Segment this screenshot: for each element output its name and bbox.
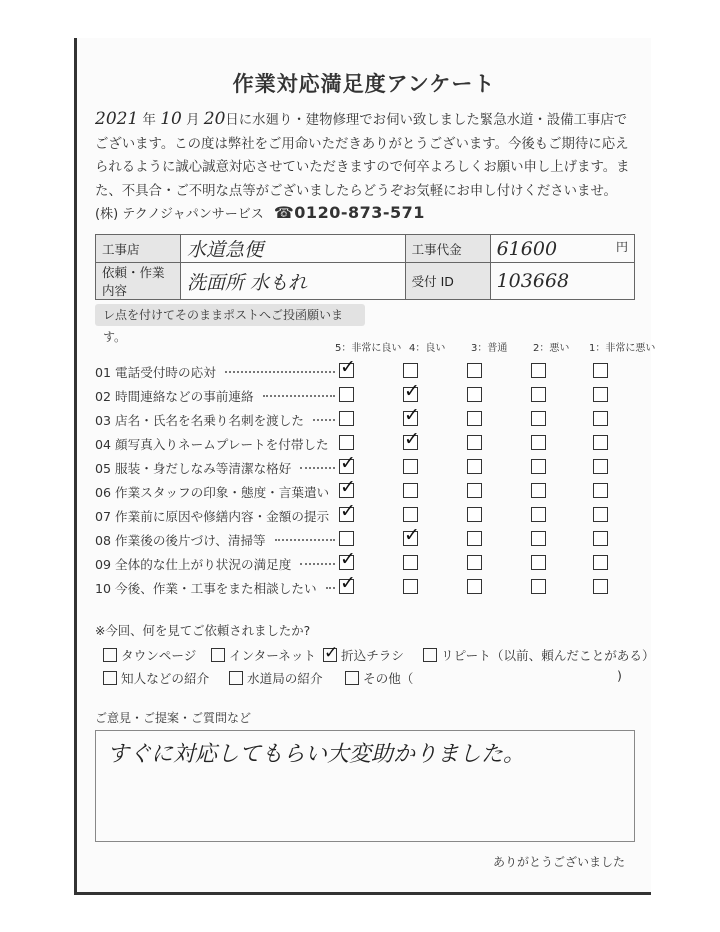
company-line	[95, 203, 425, 222]
rating-checkbox-08-3[interactable]	[467, 531, 482, 546]
rating-checkbox-09-1[interactable]	[593, 555, 608, 570]
fee-label: 工事代金	[405, 235, 490, 263]
question-text: 全体的な仕上がり状況の満足度	[115, 557, 292, 572]
fee-value: 61600	[496, 237, 558, 260]
rating-checkbox-02-3[interactable]	[467, 387, 482, 402]
rating-checkbox-02-5[interactable]	[339, 387, 354, 402]
source-option-5[interactable]	[229, 668, 323, 687]
question-text: 時間連絡などの事前連絡	[115, 389, 254, 404]
rating-checkbox-09-4[interactable]	[403, 555, 418, 570]
check-mark-icon: ✓	[324, 643, 339, 663]
question-05	[95, 458, 291, 477]
source-checkbox[interactable]	[211, 648, 225, 662]
check-mark-icon: ✓	[340, 356, 356, 378]
thanks-text: ありがとうございました	[493, 855, 626, 869]
month-unit: 月	[186, 113, 200, 128]
check-mark-icon: ✓	[340, 548, 356, 570]
rating-header-3: 3：普通	[471, 343, 508, 354]
rating-checkbox-07-4[interactable]	[403, 507, 418, 522]
source-option-label: 折込チラシ	[341, 648, 404, 663]
question-03	[95, 410, 304, 429]
info-table	[95, 234, 635, 300]
rating-checkbox-06-4[interactable]	[403, 483, 418, 498]
source-option-1[interactable]	[211, 645, 316, 664]
rating-checkbox-07-2[interactable]	[531, 507, 546, 522]
question-number: 01	[95, 365, 112, 380]
rating-checkbox-04-5[interactable]	[339, 435, 354, 450]
source-option-0[interactable]	[103, 645, 196, 664]
rating-checkbox-06-3[interactable]	[467, 483, 482, 498]
notice-banner: レ点を付けてそのままポストへご投函願います。	[95, 304, 365, 326]
leader-dots	[300, 467, 335, 469]
source-checkbox[interactable]	[103, 648, 117, 662]
source-option-label: 知人などの紹介	[121, 671, 210, 686]
source-option-label: 水道局の紹介	[247, 671, 323, 686]
source-option-4[interactable]	[103, 668, 209, 687]
rating-checkbox-10-1[interactable]	[593, 579, 608, 594]
other-close-paren: )	[617, 668, 622, 683]
rating-checkbox-03-2[interactable]	[531, 411, 546, 426]
question-number: 10	[95, 581, 112, 596]
id-label: 受付 ID	[405, 263, 490, 300]
question-02	[95, 386, 254, 405]
rating-checkbox-02-1[interactable]	[593, 387, 608, 402]
source-checkbox[interactable]	[323, 643, 339, 663]
rating-checkbox-07-1[interactable]	[593, 507, 608, 522]
check-mark-icon: ✓	[340, 500, 356, 522]
leader-dots	[313, 419, 335, 421]
check-mark-icon: ✓	[340, 572, 356, 594]
rating-checkbox-01-4[interactable]	[403, 363, 418, 378]
fee-cell	[490, 235, 634, 263]
check-mark-icon: ✓	[404, 428, 420, 450]
question-09	[95, 554, 291, 573]
source-checkbox[interactable]	[423, 648, 437, 662]
source-option-2[interactable]	[323, 645, 404, 664]
question-number: 07	[95, 509, 112, 524]
question-08	[95, 530, 266, 549]
intro-paragraph	[95, 108, 640, 203]
question-text: 電話受付時の応対	[115, 365, 216, 380]
source-option-6[interactable]	[345, 668, 413, 687]
info-row-1	[96, 235, 635, 263]
question-text: 顔写真入りネームプレートを付帯した	[115, 437, 329, 452]
rating-checkbox-05-3[interactable]	[467, 459, 482, 474]
intro-text: 日に水廻り・建物修理でお伺い致しました緊急水道・設備工事店でございます。この度は弊社をご用命いただきありがとうございます。今後もご期待に応えられるように誠心誠意対応させていただきますので何卒よろしくお願い申し上げます。また、不具合・ご不明な点等がございましたらどうぞお気軽にお申し付けくださいませ。	[95, 113, 630, 199]
page-title: 作業対応満足度アンケート	[232, 72, 496, 96]
leader-dots	[300, 563, 335, 565]
rating-checkbox-01-3[interactable]	[467, 363, 482, 378]
work-label: 依頼・作業内容	[96, 263, 181, 300]
rating-checkbox-01-1[interactable]	[593, 363, 608, 378]
question-10	[95, 578, 317, 597]
leader-dots	[263, 395, 335, 397]
source-checkbox[interactable]	[345, 671, 359, 685]
question-text: 服装・身だしなみ等清潔な格好	[115, 461, 292, 476]
rating-checkbox-07-3[interactable]	[467, 507, 482, 522]
check-mark-icon: ✓	[404, 380, 420, 402]
question-number: 03	[95, 413, 112, 428]
info-row-2	[96, 263, 635, 300]
rating-header-2: 2：悪い	[533, 343, 570, 354]
question-01	[95, 362, 216, 381]
source-checkbox[interactable]	[103, 671, 117, 685]
shop-label: 工事店	[96, 235, 181, 263]
comments-label: ご意見・ご提案・ご質問など	[95, 711, 252, 725]
rating-checkbox-10-4[interactable]	[403, 579, 418, 594]
year-unit: 年	[142, 113, 156, 128]
question-number: 06	[95, 485, 112, 500]
work-value: 洗面所 水もれ	[181, 263, 406, 300]
rating-checkbox-04-3[interactable]	[467, 435, 482, 450]
question-04	[95, 434, 329, 453]
rating-header-5: 5：非常に良い	[335, 343, 402, 354]
question-text: 作業後の後片づけ、清掃等	[115, 533, 266, 548]
rating-checkbox-10-2[interactable]	[531, 579, 546, 594]
rating-checkbox-02-2[interactable]	[531, 387, 546, 402]
fee-unit: 円	[615, 239, 628, 254]
source-option-3[interactable]	[423, 645, 655, 664]
id-value: 103668	[490, 263, 634, 300]
company-name: (株) テクノジャパンサービス	[95, 207, 264, 222]
rating-checkbox-08-2[interactable]	[531, 531, 546, 546]
rating-checkbox-01-2[interactable]	[531, 363, 546, 378]
leader-dots	[326, 587, 335, 589]
question-text: 今後、作業・工事をまた相談したい	[115, 581, 317, 596]
question-number: 09	[95, 557, 112, 572]
rating-checkbox-10-3[interactable]	[467, 579, 482, 594]
source-option-label: その他（	[363, 671, 414, 686]
question-number: 04	[95, 437, 112, 452]
handwritten-day: 20	[203, 109, 226, 129]
rating-checkbox-08-1[interactable]	[593, 531, 608, 546]
question-06	[95, 482, 329, 501]
rating-checkbox-09-2[interactable]	[531, 555, 546, 570]
question-number: 02	[95, 389, 112, 404]
source-option-label: リピート（以前、頼んだことがある）	[441, 648, 655, 663]
question-text: 作業前に原因や修繕内容・金額の提示	[115, 509, 330, 524]
rating-checkbox-08-5[interactable]	[339, 531, 354, 546]
rating-header-1: 1：非常に悪い	[589, 343, 656, 354]
shop-value: 水道急便	[181, 235, 406, 263]
rating-checkbox-05-2[interactable]	[531, 459, 546, 474]
rating-checkbox-03-5[interactable]	[339, 411, 354, 426]
rating-checkbox-06-2[interactable]	[531, 483, 546, 498]
question-number: 08	[95, 533, 112, 548]
source-option-label: インターネット	[229, 648, 317, 663]
source-option-label: タウンページ	[121, 648, 197, 663]
check-mark-icon: ✓	[404, 524, 420, 546]
question-number: 05	[95, 461, 112, 476]
rating-checkbox-03-1[interactable]	[593, 411, 608, 426]
company-phone: ☎0120-873-571	[273, 203, 425, 222]
rating-checkbox-06-1[interactable]	[593, 483, 608, 498]
check-mark-icon: ✓	[340, 452, 356, 474]
question-text: 店名・氏名を名乗り名刺を渡した	[115, 413, 304, 428]
survey-sheet	[74, 38, 656, 895]
question-07	[95, 506, 329, 525]
leader-dots	[275, 539, 335, 541]
rating-checkbox-04-2[interactable]	[531, 435, 546, 450]
handwritten-year: 2021	[95, 109, 139, 129]
rating-checkbox-09-3[interactable]	[467, 555, 482, 570]
source-checkbox[interactable]	[229, 671, 243, 685]
rating-checkbox-04-1[interactable]	[593, 435, 608, 450]
rating-checkbox-05-4[interactable]	[403, 459, 418, 474]
rating-checkbox-05-1[interactable]	[593, 459, 608, 474]
check-mark-icon: ✓	[404, 404, 420, 426]
handwritten-month: 10	[160, 109, 182, 129]
telephone-icon: ☎	[273, 203, 295, 222]
rating-header-4: 4：良い	[409, 343, 446, 354]
question-text: 作業スタッフの印象・態度・言葉遣い	[115, 485, 330, 500]
rating-checkbox-03-3[interactable]	[467, 411, 482, 426]
comments-text: すぐに対応してもらい大変助かりました。	[107, 742, 526, 767]
source-question: ※今回、何を見てご依頼されましたか?	[95, 623, 311, 638]
check-mark-icon: ✓	[340, 476, 356, 498]
leader-dots	[225, 371, 335, 373]
